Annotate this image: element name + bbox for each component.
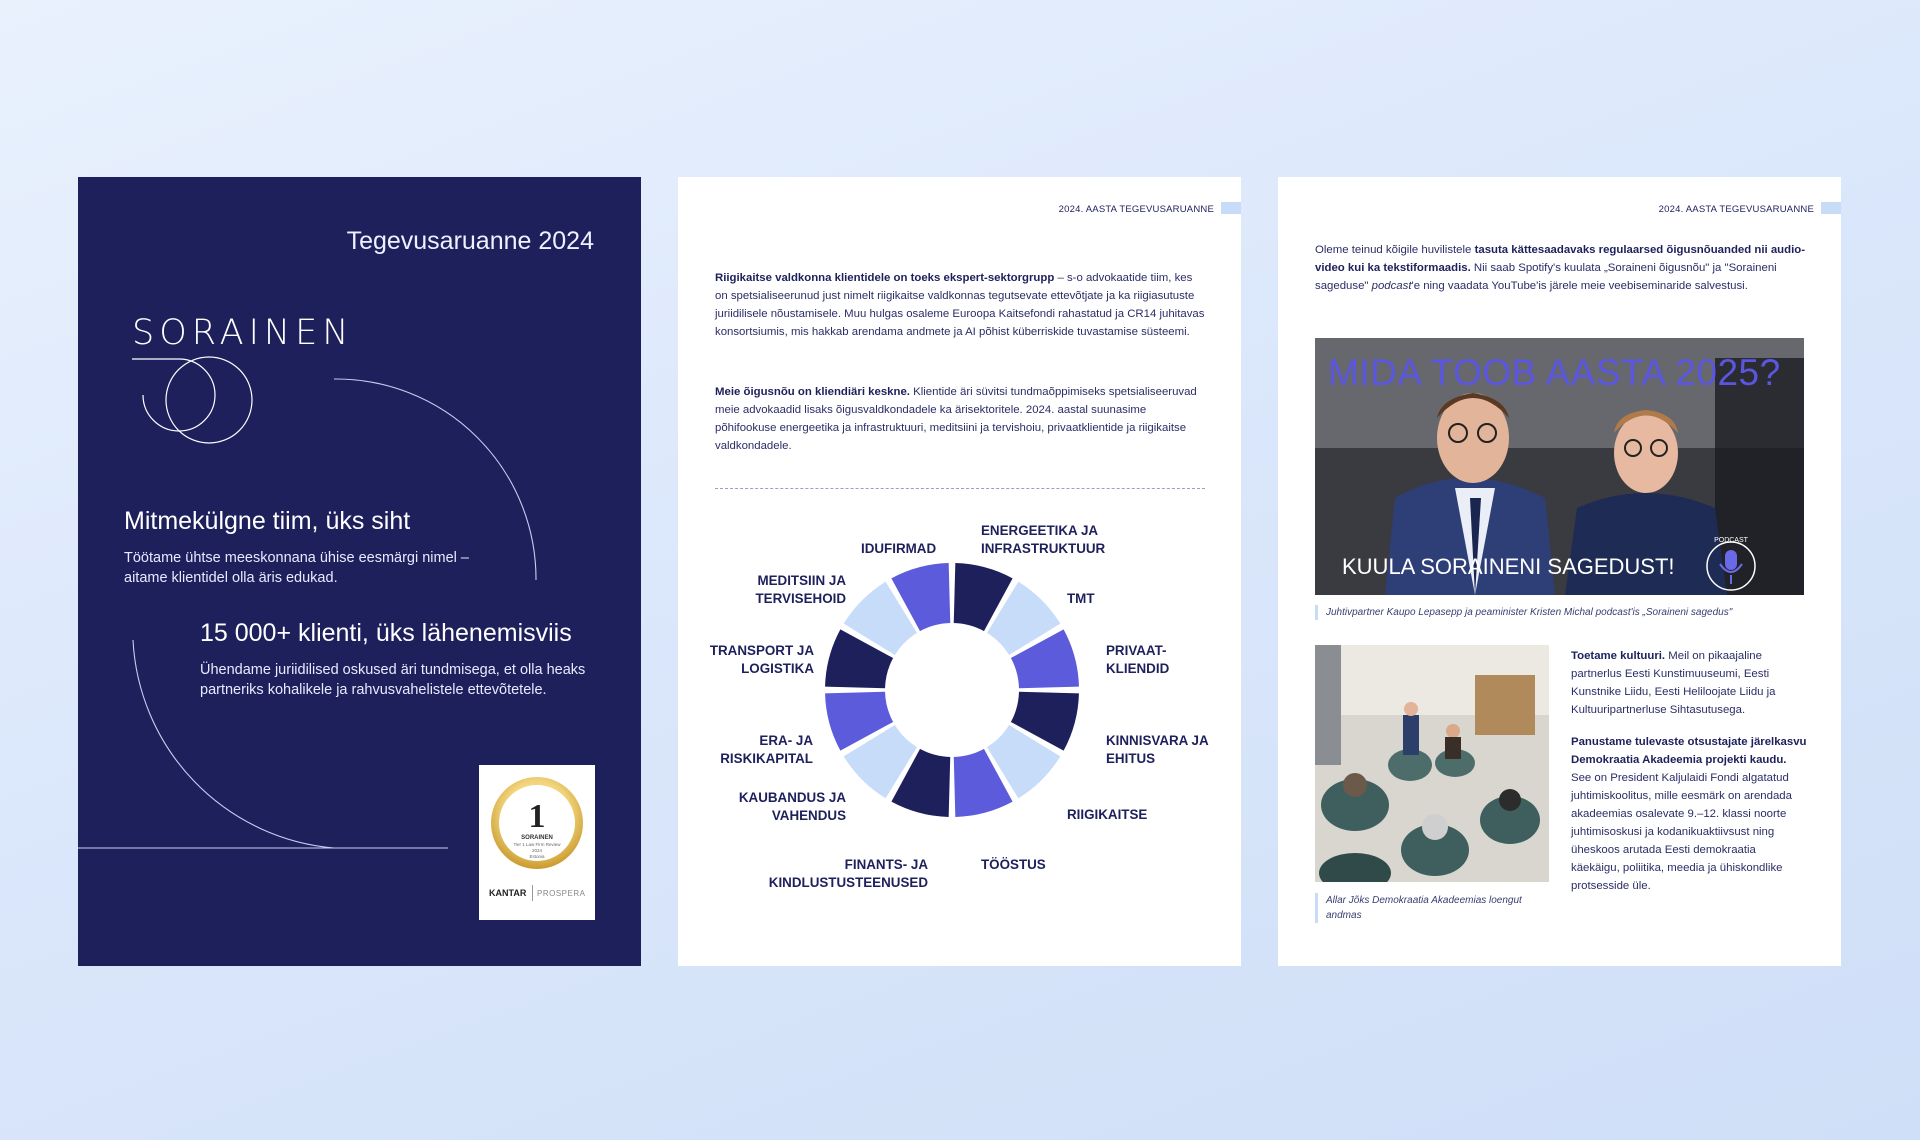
page-header: 2024. AASTA TEGEVUSARUANNE <box>1658 204 1814 215</box>
photo-caption: Allar Jõks Demokraatia Akadeemias loengut andmas <box>1315 893 1526 923</box>
paragraph-client-focus-body: Klientide äri süvitsi tundmaõppimiseks spetsialiseeruvad meie advokaadid lisaks õigusvaldkondadele ka ärisektoritele. 2024. aastal suunasime põhifookuse energeetika ja infrastruktuuri, meditsiini ja tervishoiu, privaatklientide ja riigikaitse valdkondadele. <box>715 386 1197 452</box>
logo-zero-shape <box>166 357 252 443</box>
paragraph-defence <box>715 269 1205 341</box>
header-accent <box>1221 202 1241 214</box>
paragraph-podcast: Oleme teinud kõigile huvilistele tasuta kättesaadavaks regulaarsed õigusnõuanded nii audio- video kui ka tekstiformaadis. Nii saab Spotify's kuulata „Soraineni õigusnõu" ja "Soraineni sageduse" podcast'e ning vaadata YouTube'is järele meie veebiseminaride salvestusi. <box>1315 244 1805 292</box>
heading-clients: 15 000+ klienti, üks lähenemisviis <box>200 619 572 647</box>
video-caption: Juhtivpartner Kaupo Lepasepp ja peaminister Kristen Michal podcast'is „Soraineni sagedus" <box>1315 605 1796 620</box>
video-subtitle: KUULA SORAINENI SAGEDUST! <box>1342 554 1675 579</box>
paragraph-defence-body: – s-o advokaatide tiim, kes on spetsialiseerunud just nimelt riigikaitse valdkonnas tegutsevate ettevõtjate ja ka riigiasutuste juriidilisele nõustamisele. Muu hulgas osaleme Euroopa Kaitsefondi rahastatud ja CR14 juhitavas konsortsiumis, mis hakkab arendama andmete ja AI põhist küberriskide tuvastamise süsteemi. <box>715 272 1205 338</box>
paragraph-culture: Toetame kultuuri. Meil on pikaajaline partnerlus Eesti Kunstimuuseumi, Eesti Kunstnike Liidu, Eesti Heliloojate Liidu ja Kultuuripartnerluse Sihtasutusega. <box>1571 650 1776 716</box>
text-clients: Ühendame juriidilised oskused äri tundmisega, et olla heaks partneriks kohalikele ja rahvusvahelistele ettevõtetele. <box>200 662 586 698</box>
academy-photo <box>1315 645 1549 882</box>
header-accent <box>1821 202 1841 214</box>
label-toostus: TÖÖSTUS <box>981 857 1046 872</box>
kantar-logo: KANTAR <box>489 888 527 898</box>
podcast-thumbnail[interactable] <box>1315 338 1804 595</box>
paragraph-client-focus-lead: Meie õigusnõu on kliendiäri keskne. <box>715 386 910 398</box>
label-energeetika: ENERGEETIKA JA INFRASTRUKTUUR <box>981 523 1106 556</box>
label-transport: TRANSPORT JA LOGISTIKA <box>709 643 814 676</box>
label-riigikaitse: RIIGIKAITSE <box>1067 807 1148 822</box>
podcast-badge: PODCAST <box>1714 537 1748 544</box>
paragraph-defence-lead: Riigikaitse valdkonna klientidele on toeks ekspert-sektorgrupp <box>715 272 1055 284</box>
award-line3: Estonia <box>529 854 545 859</box>
page-header: 2024. AASTA TEGEVUSARUANNE <box>1058 204 1214 215</box>
award-rank: 1 <box>528 798 546 835</box>
award-badge <box>479 765 595 920</box>
label-tmt: TMT <box>1067 591 1095 606</box>
text-team: Töötame ühtse meeskonnana ühise eesmärgi nimel – aitame klientidel olla äris edukad. <box>124 550 469 586</box>
outreach-page <box>1278 177 1841 966</box>
lecture-scene-illustration <box>1315 645 1549 882</box>
prospera-logo: PROSPERA <box>537 889 586 898</box>
award-line2: 2024 <box>531 848 543 853</box>
label-era: ERA- JA RISKIKAPITAL <box>720 733 813 766</box>
sector-donut-chart <box>825 563 1079 817</box>
dashed-divider <box>715 488 1205 489</box>
report-title: Tegevusaruanne 2024 <box>346 227 594 255</box>
logo-three-shape <box>132 359 215 431</box>
label-privaat: PRIVAAT- KLIENDID <box>1106 643 1170 676</box>
label-kinnisvara: KINNISVARA JA EHITUS <box>1106 733 1209 766</box>
video-title: MIDA TOOB AASTA 2025? <box>1328 352 1781 393</box>
label-meditsiin: MEDITSIIN JA TERVISEHOID <box>755 573 846 606</box>
sorainen-logo: SORAINEN <box>132 313 354 353</box>
label-kaubandus: KAUBANDUS JA VAHENDUS <box>738 790 846 823</box>
paragraph-client-focus <box>715 383 1205 455</box>
paragraph-democracy-academy: Panustame tulevaste otsustajate järelkasvu Demokraatia Akadeemia projekti kaudu. See on President Kaljulaidi Fondi algatatud juhtimiskoolitus, mille eesmärk on arendada akadeemias osalevate 9.–12. klassi noorte juhtimisoskusi ja kodanikuaktiivsust ning üheskoos arutada Eesti demokraatia käekäigu, poliitika, meedia ja ühiskondlike protsesside üle. <box>1571 736 1807 892</box>
cover-page <box>78 177 641 966</box>
award-line1: Tier 1 Law Firm Review <box>513 842 561 847</box>
label-idufirmad: IDUFIRMAD <box>861 541 937 556</box>
award-divider <box>532 885 533 901</box>
heading-team: Mitmekülgne tiim, üks siht <box>124 507 411 535</box>
medal-icon <box>486 771 588 883</box>
label-finants: FINANTS- JA KINDLUSTUSTEENUSED <box>768 857 928 890</box>
sectors-page <box>678 177 1241 966</box>
award-name: SORAINEN <box>521 835 553 841</box>
